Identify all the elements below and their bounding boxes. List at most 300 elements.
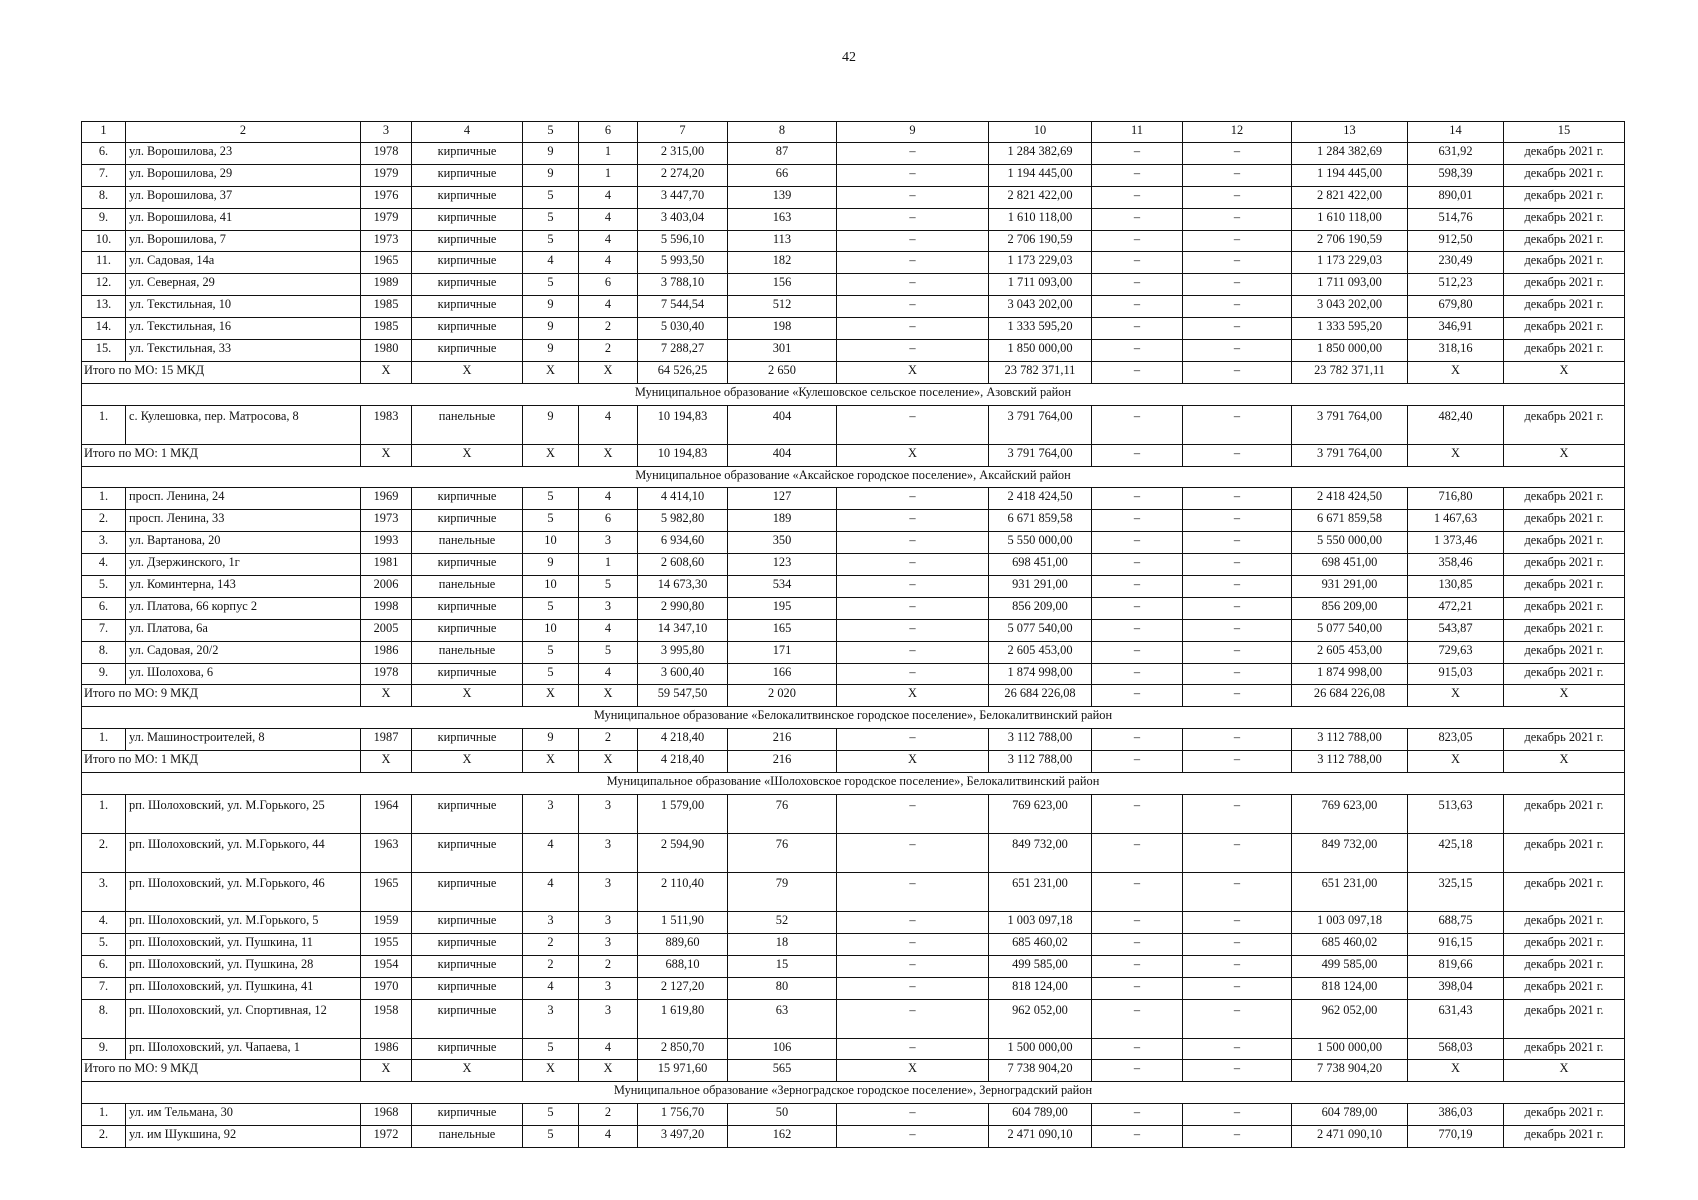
table-cell: 3 — [579, 977, 638, 999]
table-cell: 5 — [579, 641, 638, 663]
table-cell: 1 173 229,03 — [989, 252, 1092, 274]
table-cell: панельные — [412, 405, 523, 444]
table-cell: ул. Шолохова, 6 — [126, 663, 361, 685]
section-title-row — [82, 383, 1625, 405]
table-row — [82, 933, 1625, 955]
column-header: 4 — [412, 122, 523, 143]
table-cell: 7 544,54 — [638, 296, 728, 318]
table-cell: 9 — [523, 554, 579, 576]
table-cell: 1 373,46 — [1408, 532, 1504, 554]
table-cell: 2 821 422,00 — [989, 186, 1092, 208]
table-cell: рп. Шолоховский, ул. М.Горького, 25 — [126, 794, 361, 833]
table-cell: 1981 — [361, 554, 412, 576]
table-cell: кирпичные — [412, 208, 523, 230]
table-cell: 543,87 — [1408, 619, 1504, 641]
table-cell: – — [1092, 488, 1183, 510]
table-cell: 4 — [579, 208, 638, 230]
total-label: Итого по МО: 9 МКД — [82, 685, 361, 707]
total-cell: – — [1092, 1060, 1183, 1082]
total-cell: X — [523, 685, 579, 707]
table-cell: 1964 — [361, 794, 412, 833]
table-cell: 931 291,00 — [1292, 576, 1408, 598]
table-cell: 79 — [728, 872, 837, 911]
table-row — [82, 955, 1625, 977]
table-cell: – — [837, 663, 989, 685]
table-cell: кирпичные — [412, 597, 523, 619]
table-cell: 514,76 — [1408, 208, 1504, 230]
table-cell: 2 274,20 — [638, 164, 728, 186]
table-cell: 2 — [579, 318, 638, 340]
table-cell: – — [837, 794, 989, 833]
table-cell: 130,85 — [1408, 576, 1504, 598]
table-cell: – — [837, 1104, 989, 1126]
table-cell: – — [837, 729, 989, 751]
table-cell: – — [1183, 619, 1292, 641]
table-cell: – — [1092, 576, 1183, 598]
table-cell: декабрь 2021 г. — [1504, 1126, 1625, 1148]
total-cell: 3 112 788,00 — [1292, 751, 1408, 773]
table-cell: 5 596,10 — [638, 230, 728, 252]
table-cell: 931 291,00 — [989, 576, 1092, 598]
table-cell: 4 — [579, 405, 638, 444]
table-cell: декабрь 2021 г. — [1504, 872, 1625, 911]
table-cell: – — [1183, 872, 1292, 911]
total-cell: X — [361, 444, 412, 466]
table-cell: 5. — [82, 933, 126, 955]
table-cell: 425,18 — [1408, 833, 1504, 872]
table-cell: 1978 — [361, 143, 412, 165]
table-cell: 50 — [728, 1104, 837, 1126]
table-cell: 76 — [728, 833, 837, 872]
table-cell: декабрь 2021 г. — [1504, 252, 1625, 274]
table-cell: рп. Шолоховский, ул. Спортивная, 12 — [126, 999, 361, 1038]
table-cell: – — [1183, 230, 1292, 252]
table-cell: – — [1092, 933, 1183, 955]
table-cell: декабрь 2021 г. — [1504, 274, 1625, 296]
table-body — [82, 122, 1625, 1148]
table-cell: 2 — [579, 729, 638, 751]
table-cell: декабрь 2021 г. — [1504, 955, 1625, 977]
table-cell: 7. — [82, 977, 126, 999]
table-row — [82, 296, 1625, 318]
table-cell: 688,10 — [638, 955, 728, 977]
total-cell: 26 684 226,08 — [989, 685, 1092, 707]
table-cell: – — [1092, 641, 1183, 663]
table-cell: 325,15 — [1408, 872, 1504, 911]
table-cell: 1 500 000,00 — [1292, 1038, 1408, 1060]
table-cell: 604 789,00 — [1292, 1104, 1408, 1126]
table-row — [82, 641, 1625, 663]
table-cell: 1 610 118,00 — [989, 208, 1092, 230]
table-cell: 499 585,00 — [1292, 955, 1408, 977]
table-cell: ул. Северная, 29 — [126, 274, 361, 296]
table-cell: 9 — [523, 729, 579, 751]
table-cell: – — [837, 833, 989, 872]
table-row — [82, 1038, 1625, 1060]
table-cell: 534 — [728, 576, 837, 598]
column-header: 15 — [1504, 122, 1625, 143]
total-cell: X — [523, 751, 579, 773]
total-cell: X — [523, 1060, 579, 1082]
page-number: 42 — [842, 50, 856, 65]
table-cell: – — [1092, 999, 1183, 1038]
table-row — [82, 977, 1625, 999]
table-cell: 4 — [523, 872, 579, 911]
table-cell: – — [837, 186, 989, 208]
table-cell: 4 — [579, 1038, 638, 1060]
municipality-title: Муниципальное образование «Кулешовское сельское поселение», Азовский район — [82, 383, 1625, 405]
table-cell: 5 — [523, 1126, 579, 1148]
total-label: Итого по МО: 15 МКД — [82, 361, 361, 383]
total-cell: X — [412, 361, 523, 383]
table-cell: кирпичные — [412, 296, 523, 318]
table-cell: декабрь 2021 г. — [1504, 641, 1625, 663]
total-cell: X — [837, 751, 989, 773]
table-cell: – — [1092, 619, 1183, 641]
table-cell: ул. Ворошилова, 41 — [126, 208, 361, 230]
table-cell: 1978 — [361, 663, 412, 685]
table-cell: 3 791 764,00 — [989, 405, 1092, 444]
table-cell: 14 347,10 — [638, 619, 728, 641]
total-cell: 404 — [728, 444, 837, 466]
table-cell: 9. — [82, 208, 126, 230]
table-cell: 11. — [82, 252, 126, 274]
table-cell: 171 — [728, 641, 837, 663]
table-cell: – — [1092, 340, 1183, 362]
table-cell: 6 671 859,58 — [989, 510, 1092, 532]
table-cell: – — [1183, 1126, 1292, 1148]
table-cell: 15. — [82, 340, 126, 362]
table-cell: 1986 — [361, 641, 412, 663]
table-cell: – — [1092, 405, 1183, 444]
table-cell: – — [1183, 405, 1292, 444]
table-cell: декабрь 2021 г. — [1504, 576, 1625, 598]
total-cell: 3 112 788,00 — [989, 751, 1092, 773]
table-cell: кирпичные — [412, 1038, 523, 1060]
column-header: 6 — [579, 122, 638, 143]
section-title-row — [82, 1082, 1625, 1104]
table-cell: 769 623,00 — [989, 794, 1092, 833]
table-cell: декабрь 2021 г. — [1504, 405, 1625, 444]
table-cell: 890,01 — [1408, 186, 1504, 208]
table-cell: декабрь 2021 г. — [1504, 510, 1625, 532]
table-cell: 398,04 — [1408, 977, 1504, 999]
table-cell: – — [837, 576, 989, 598]
table-cell: 3 043 202,00 — [989, 296, 1092, 318]
table-cell: – — [1183, 955, 1292, 977]
table-cell: 5 — [523, 186, 579, 208]
table-cell: 7. — [82, 619, 126, 641]
table-cell: 5 550 000,00 — [989, 532, 1092, 554]
total-label: Итого по МО: 1 МКД — [82, 751, 361, 773]
table-cell: – — [1092, 318, 1183, 340]
table-row — [82, 208, 1625, 230]
table-cell: – — [1092, 977, 1183, 999]
total-cell: X — [412, 685, 523, 707]
table-cell: – — [837, 143, 989, 165]
table-cell: 6. — [82, 143, 126, 165]
table-cell: 346,91 — [1408, 318, 1504, 340]
table-cell: 10 — [523, 532, 579, 554]
table-cell: 6. — [82, 955, 126, 977]
table-cell: 5 993,50 — [638, 252, 728, 274]
table-cell: 66 — [728, 164, 837, 186]
table-cell: рп. Шолоховский, ул. Пушкина, 28 — [126, 955, 361, 977]
table-cell: – — [1092, 955, 1183, 977]
table-cell: – — [837, 252, 989, 274]
total-cell: X — [1504, 751, 1625, 773]
table-cell: 3 788,10 — [638, 274, 728, 296]
table-cell: декабрь 2021 г. — [1504, 833, 1625, 872]
table-cell: 1 711 093,00 — [989, 274, 1092, 296]
table-cell: 698 451,00 — [989, 554, 1092, 576]
table-cell: – — [1183, 510, 1292, 532]
table-cell: ул. Ворошилова, 29 — [126, 164, 361, 186]
table-cell: 5 — [523, 274, 579, 296]
total-cell: 216 — [728, 751, 837, 773]
table-cell: декабрь 2021 г. — [1504, 729, 1625, 751]
total-cell: 3 791 764,00 — [1292, 444, 1408, 466]
table-cell: 1 194 445,00 — [989, 164, 1092, 186]
table-cell: 9 — [523, 296, 579, 318]
table-cell: 962 052,00 — [1292, 999, 1408, 1038]
table-cell: – — [1092, 252, 1183, 274]
table-cell: 156 — [728, 274, 837, 296]
total-cell: – — [1183, 1060, 1292, 1082]
table-cell: 9 — [523, 318, 579, 340]
total-cell: X — [1408, 685, 1504, 707]
table-cell: – — [837, 405, 989, 444]
table-cell: 499 585,00 — [989, 955, 1092, 977]
table-cell: 1 173 229,03 — [1292, 252, 1408, 274]
table-cell: 350 — [728, 532, 837, 554]
table-row — [82, 576, 1625, 598]
table-cell: – — [837, 164, 989, 186]
table-cell: 230,49 — [1408, 252, 1504, 274]
table-cell: – — [1183, 340, 1292, 362]
total-cell: X — [837, 685, 989, 707]
table-cell: 2 605 453,00 — [1292, 641, 1408, 663]
table-cell: декабрь 2021 г. — [1504, 794, 1625, 833]
table-cell: 962 052,00 — [989, 999, 1092, 1038]
table-cell: 1 511,90 — [638, 911, 728, 933]
table-cell: 2 706 190,59 — [989, 230, 1092, 252]
table-cell: 4 — [579, 488, 638, 510]
table-cell: – — [1183, 296, 1292, 318]
table-cell: 1965 — [361, 872, 412, 911]
table-cell: 2 608,60 — [638, 554, 728, 576]
column-header: 3 — [361, 122, 412, 143]
table-row — [82, 186, 1625, 208]
table-cell: 3. — [82, 532, 126, 554]
total-cell: X — [579, 361, 638, 383]
table-cell: 2 471 090,10 — [1292, 1126, 1408, 1148]
table-cell: 163 — [728, 208, 837, 230]
table-cell: – — [1183, 1104, 1292, 1126]
table-cell: 10 194,83 — [638, 405, 728, 444]
table-cell: декабрь 2021 г. — [1504, 318, 1625, 340]
table-cell: кирпичные — [412, 977, 523, 999]
table-cell: 1954 — [361, 955, 412, 977]
table-cell: кирпичные — [412, 619, 523, 641]
column-header: 9 — [837, 122, 989, 143]
table-cell: 4 — [523, 252, 579, 274]
table-cell: 5 — [523, 1104, 579, 1126]
table-cell: 1958 — [361, 999, 412, 1038]
table-row — [82, 164, 1625, 186]
table-cell: 2 605 453,00 — [989, 641, 1092, 663]
table-row — [82, 597, 1625, 619]
table-cell: 8. — [82, 641, 126, 663]
table-cell: 182 — [728, 252, 837, 274]
table-cell: – — [1183, 663, 1292, 685]
table-cell: 698 451,00 — [1292, 554, 1408, 576]
table-cell: 889,60 — [638, 933, 728, 955]
table-cell: 1. — [82, 1104, 126, 1126]
table-cell: кирпичные — [412, 911, 523, 933]
table-row — [82, 532, 1625, 554]
total-cell: – — [1092, 751, 1183, 773]
table-cell: 604 789,00 — [989, 1104, 1092, 1126]
table-row — [82, 554, 1625, 576]
table-cell: – — [837, 597, 989, 619]
table-cell: декабрь 2021 г. — [1504, 208, 1625, 230]
table-cell: 165 — [728, 619, 837, 641]
table-cell: кирпичные — [412, 1104, 523, 1126]
table-cell: 5 077 540,00 — [1292, 619, 1408, 641]
table-cell: – — [1092, 554, 1183, 576]
total-cell: X — [412, 751, 523, 773]
column-header: 1 — [82, 122, 126, 143]
table-cell: 1969 — [361, 488, 412, 510]
table-cell: 915,03 — [1408, 663, 1504, 685]
table-cell: 1 284 382,69 — [989, 143, 1092, 165]
table-cell: ул. им Шукшина, 92 — [126, 1126, 361, 1148]
table-cell: – — [1092, 296, 1183, 318]
table-cell: 651 231,00 — [1292, 872, 1408, 911]
table-cell: кирпичные — [412, 186, 523, 208]
table-cell: 63 — [728, 999, 837, 1038]
total-cell: 64 526,25 — [638, 361, 728, 383]
table-cell: 3 403,04 — [638, 208, 728, 230]
table-cell: кирпичные — [412, 872, 523, 911]
table-row — [82, 510, 1625, 532]
total-cell: – — [1183, 685, 1292, 707]
table-cell: панельные — [412, 641, 523, 663]
municipality-title: Муниципальное образование «Шолоховское городское поселение», Белокалитвинский район — [82, 773, 1625, 795]
table-cell: кирпичные — [412, 663, 523, 685]
total-cell: X — [579, 685, 638, 707]
table-cell: ул. Платова, 6а — [126, 619, 361, 641]
table-cell: – — [837, 911, 989, 933]
total-cell: 10 194,83 — [638, 444, 728, 466]
table-cell: 1 003 097,18 — [989, 911, 1092, 933]
table-cell: 6 671 859,58 — [1292, 510, 1408, 532]
table-cell: 1 850 000,00 — [989, 340, 1092, 362]
table-cell: декабрь 2021 г. — [1504, 488, 1625, 510]
table-cell: 162 — [728, 1126, 837, 1148]
table-cell: – — [837, 510, 989, 532]
table-cell: кирпичные — [412, 794, 523, 833]
table-cell: 3 043 202,00 — [1292, 296, 1408, 318]
table-cell: кирпичные — [412, 252, 523, 274]
table-cell: 716,80 — [1408, 488, 1504, 510]
total-cell: 7 738 904,20 — [1292, 1060, 1408, 1082]
table-cell: 10 — [523, 576, 579, 598]
table-cell: 679,80 — [1408, 296, 1504, 318]
table-cell: панельные — [412, 532, 523, 554]
table-row — [82, 794, 1625, 833]
table-cell: 2 110,40 — [638, 872, 728, 911]
table-cell: 5 — [523, 510, 579, 532]
table-cell: – — [1183, 576, 1292, 598]
total-cell: 26 684 226,08 — [1292, 685, 1408, 707]
table-cell: рп. Шолоховский, ул. М.Горького, 46 — [126, 872, 361, 911]
total-row — [82, 361, 1625, 383]
table-cell: – — [1092, 597, 1183, 619]
table-cell: 404 — [728, 405, 837, 444]
table-cell: 2005 — [361, 619, 412, 641]
table-cell: – — [837, 340, 989, 362]
table-cell: 2 — [523, 933, 579, 955]
table-cell: 386,03 — [1408, 1104, 1504, 1126]
total-cell: – — [1092, 685, 1183, 707]
total-cell: X — [837, 1060, 989, 1082]
table-cell: – — [837, 999, 989, 1038]
municipality-title: Муниципальное образование «Белокалитвинское городское поселение», Белокалитвинский район — [82, 707, 1625, 729]
table-cell: 5 — [523, 597, 579, 619]
table-cell: 123 — [728, 554, 837, 576]
table-cell: 4 — [523, 833, 579, 872]
column-header: 14 — [1408, 122, 1504, 143]
total-cell: – — [1092, 444, 1183, 466]
table-cell: 2 315,00 — [638, 143, 728, 165]
table-cell: 301 — [728, 340, 837, 362]
table-cell: 729,63 — [1408, 641, 1504, 663]
table-cell: – — [837, 641, 989, 663]
total-cell: 2 650 — [728, 361, 837, 383]
table-cell: 818 124,00 — [989, 977, 1092, 999]
table-cell: 2. — [82, 833, 126, 872]
total-cell: X — [1504, 444, 1625, 466]
table-cell: 1 619,80 — [638, 999, 728, 1038]
table-cell: декабрь 2021 г. — [1504, 1104, 1625, 1126]
table-cell: декабрь 2021 г. — [1504, 597, 1625, 619]
header-row — [82, 122, 1625, 143]
table-cell: – — [837, 230, 989, 252]
table-cell: – — [1183, 1038, 1292, 1060]
total-cell: 15 971,60 — [638, 1060, 728, 1082]
table-cell: – — [837, 318, 989, 340]
section-title-row — [82, 466, 1625, 488]
table-cell: 4 — [579, 663, 638, 685]
table-cell: ул. Коминтерна, 143 — [126, 576, 361, 598]
table-cell: – — [1183, 933, 1292, 955]
table-cell: 5 — [523, 230, 579, 252]
table-cell: рп. Шолоховский, ул. М.Горького, 44 — [126, 833, 361, 872]
table-cell: 1 579,00 — [638, 794, 728, 833]
table-cell: 1976 — [361, 186, 412, 208]
table-cell: 1 756,70 — [638, 1104, 728, 1126]
table-cell: 6 934,60 — [638, 532, 728, 554]
table-cell: – — [1092, 186, 1183, 208]
column-header: 11 — [1092, 122, 1183, 143]
column-header: 5 — [523, 122, 579, 143]
table-cell: ул. Текстильная, 16 — [126, 318, 361, 340]
table-cell: кирпичные — [412, 340, 523, 362]
total-cell: 23 782 371,11 — [1292, 361, 1408, 383]
table-row — [82, 729, 1625, 751]
